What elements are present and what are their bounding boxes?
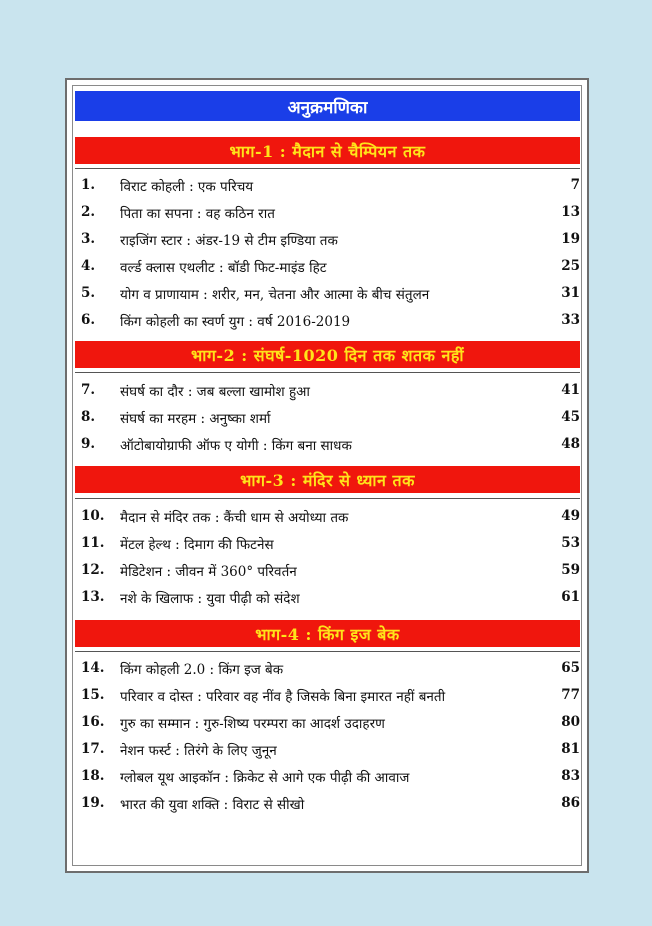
entry-title: गुरु का सम्मान : गुरु-शिष्य परम्परा का आदर्श उदाहरण xyxy=(120,716,385,732)
toc-entry[interactable] xyxy=(75,253,580,279)
entry-number: 16. xyxy=(81,714,105,730)
entry-page: 59 xyxy=(561,562,580,578)
entry-number: 19. xyxy=(81,795,105,811)
entry-page: 31 xyxy=(561,285,580,301)
toc-entry[interactable] xyxy=(75,709,580,735)
toc-entry[interactable] xyxy=(75,736,580,762)
entry-number: 14. xyxy=(81,660,105,676)
toc-entry[interactable] xyxy=(75,655,580,681)
part-3-heading: भाग-3 : मंदिर से ध्यान तक xyxy=(75,466,580,493)
part-4-divider xyxy=(75,651,580,652)
entry-title: योग व प्राणायाम : शरीर, मन, चेतना और आत्मा के बीच संतुलन xyxy=(120,287,430,303)
toc-entry[interactable] xyxy=(75,307,580,333)
entry-page: 45 xyxy=(561,409,580,425)
toc-entry[interactable] xyxy=(75,280,580,306)
part-1-heading: भाग-1 : मैदान से चैम्पियन तक xyxy=(75,137,580,164)
entry-number: 1. xyxy=(81,177,96,193)
entry-title: नेशन फर्स्ट : तिरंगे के लिए जुनून xyxy=(120,743,277,759)
part-2-divider xyxy=(75,372,580,373)
entry-title: संघर्ष का दौर : जब बल्ला खामोश हुआ xyxy=(120,384,310,400)
entry-number: 8. xyxy=(81,409,96,425)
entry-title: मैदान से मंदिर तक : कैंची धाम से अयोध्या तक xyxy=(120,510,349,526)
entry-page: 13 xyxy=(561,204,580,220)
entry-title: मेंटल हेल्थ : दिमाग की फिटनेस xyxy=(120,537,274,553)
entry-number: 11. xyxy=(81,535,105,551)
part-2-heading: भाग-2 : संघर्ष-1020 दिन तक शतक नहीं xyxy=(75,341,580,368)
part-1-divider xyxy=(75,168,580,169)
entry-title: राइजिंग स्टार : अंडर-19 से टीम इण्डिया तक xyxy=(120,233,338,249)
entry-title: भारत की युवा शक्ति : विराट से सीखो xyxy=(120,797,305,813)
toc-entry[interactable] xyxy=(75,790,580,816)
toc-entry[interactable] xyxy=(75,226,580,252)
entry-page: 81 xyxy=(561,741,580,757)
entry-number: 3. xyxy=(81,231,96,247)
entry-title: ग्लोबल यूथ आइकॉन : क्रिकेट से आगे एक पीढ़ी की आवाज xyxy=(120,770,410,786)
entry-page: 7 xyxy=(570,177,580,193)
entry-number: 9. xyxy=(81,436,96,452)
entry-title: विराट कोहली : एक परिचय xyxy=(120,179,254,195)
entry-title: मेडिटेशन : जीवन में 360° परिवर्तन xyxy=(120,564,297,580)
entry-page: 49 xyxy=(561,508,580,524)
entry-number: 7. xyxy=(81,382,96,398)
entry-page: 48 xyxy=(561,436,580,452)
entry-number: 18. xyxy=(81,768,105,784)
entry-number: 12. xyxy=(81,562,105,578)
entry-title: किंग कोहली का स्वर्ण युग : वर्ष 2016-2019 xyxy=(120,314,351,330)
entry-page: 83 xyxy=(561,768,580,784)
entry-title: संघर्ष का मरहम : अनुष्का शर्मा xyxy=(120,411,271,427)
entry-page: 33 xyxy=(561,312,580,328)
entry-title: ऑटोबायोग्राफी ऑफ ए योगी : किंग बना साधक xyxy=(120,438,352,454)
toc-entry[interactable] xyxy=(75,584,580,610)
toc-entry[interactable] xyxy=(75,172,580,198)
entry-title: वर्ल्ड क्लास एथलीट : बॉडी फिट-माइंड हिट xyxy=(120,260,327,276)
toc-entry[interactable] xyxy=(75,199,580,225)
entry-number: 15. xyxy=(81,687,105,703)
contents-heading: अनुक्रमणिका xyxy=(75,91,580,121)
part-4-heading: भाग-4 : किंग इज बेक xyxy=(75,620,580,647)
toc-entry[interactable] xyxy=(75,557,580,583)
toc-entry[interactable] xyxy=(75,763,580,789)
entry-number: 10. xyxy=(81,508,105,524)
entry-page: 86 xyxy=(561,795,580,811)
entry-page: 65 xyxy=(561,660,580,676)
entry-title: किंग कोहली 2.0 : किंग इज बेक xyxy=(120,662,284,678)
entry-page: 53 xyxy=(561,535,580,551)
toc-entry[interactable] xyxy=(75,404,580,430)
toc-entry[interactable] xyxy=(75,431,580,457)
entry-number: 6. xyxy=(81,312,96,328)
part-3-divider xyxy=(75,498,580,499)
entry-page: 61 xyxy=(561,589,580,605)
entry-number: 4. xyxy=(81,258,96,274)
entry-title: पिता का सपना : वह कठिन रात xyxy=(120,206,275,222)
entry-number: 17. xyxy=(81,741,105,757)
entry-number: 2. xyxy=(81,204,96,220)
entry-page: 41 xyxy=(561,382,580,398)
entry-title: परिवार व दोस्त : परिवार वह नींव है जिसके बिना इमारत नहीं बनती xyxy=(120,689,446,705)
entry-page: 80 xyxy=(561,714,580,730)
entry-title: नशे के खिलाफ : युवा पीढ़ी को संदेश xyxy=(120,591,300,607)
entry-page: 77 xyxy=(561,687,580,703)
toc-entry[interactable] xyxy=(75,530,580,556)
toc-entry[interactable] xyxy=(75,682,580,708)
toc-entry[interactable] xyxy=(75,377,580,403)
toc-entry[interactable] xyxy=(75,503,580,529)
entry-page: 25 xyxy=(561,258,580,274)
entry-number: 13. xyxy=(81,589,105,605)
entry-page: 19 xyxy=(561,231,580,247)
entry-number: 5. xyxy=(81,285,96,301)
